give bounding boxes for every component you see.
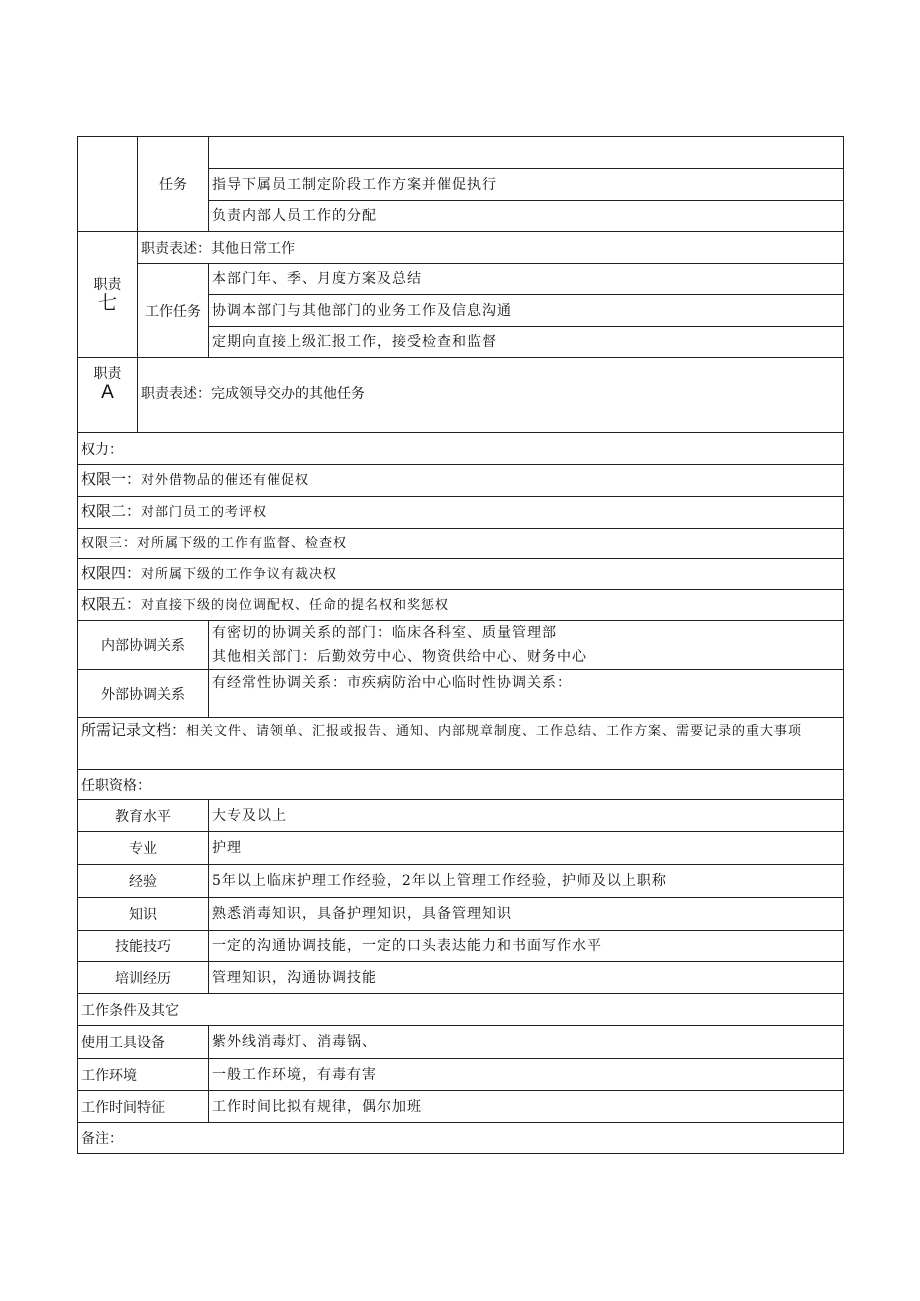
authority-label: 权限四： (81, 564, 142, 582)
authority-text: 对直接下级的岗位调配权、任命的提名权和奖惩权 (141, 597, 450, 613)
remarks: 备注： (78, 1123, 844, 1154)
qualification-value: 5年以上临床护理工作经验，2年以上管理工作经验，护师及以上职称 (209, 865, 844, 898)
duty7-task-label: 工作任务 (138, 264, 209, 358)
authority-text: 对外借物品的催还有催促权 (141, 473, 310, 488)
records-cell (78, 718, 844, 770)
qualification-value: 一定的沟通协调技能，一定的口头表达能力和书面写作水平 (209, 931, 844, 962)
qualification-label: 技能技巧 (78, 931, 209, 962)
internal-coordination-value (209, 621, 844, 670)
condition-value: 紫外线消毒灯、消毒锅、 (209, 1026, 844, 1059)
qualification-value: 大专及以上 (209, 800, 844, 832)
authority-item-5 (78, 590, 844, 621)
duty8-description: 职责表述：完成领导交办的其他任务 (138, 358, 844, 433)
condition-value: 一般工作环境，有毒有害 (209, 1059, 844, 1091)
duty7-task-3: 定期向直接上级汇报工作，接受检查和监督 (209, 327, 844, 358)
duty8-label-b: A (101, 382, 114, 403)
conditions-title: 工作条件及其它 (78, 994, 844, 1026)
duty7-label (78, 232, 138, 358)
duty6-task-3: 负责内部人员工作的分配 (209, 201, 844, 232)
duty7-label-b: 七 (97, 292, 117, 314)
authority-text: 对所属下级的工作争议有裁决权 (141, 566, 338, 582)
qualification-label: 知识 (78, 898, 209, 931)
condition-label: 工作时间特征 (78, 1091, 209, 1123)
authority-label: 权限三： (81, 536, 138, 551)
qualifications-title: 任职资格： (78, 770, 844, 800)
internal-coordination-line-1: 有密切的协调关系的部门：临床各科室、质量管理部 (212, 625, 557, 641)
condition-label: 使用工具设备 (78, 1026, 209, 1059)
qualification-value: 护理 (209, 832, 844, 865)
qualification-label: 专业 (78, 832, 209, 865)
condition-label: 工作环境 (78, 1059, 209, 1091)
duty6-label-cell (78, 137, 138, 232)
authority-text: 对所属下级的工作有监督、检查权 (137, 536, 348, 551)
external-coordination-value: 有经常性协调关系：市疾病防治中心临时性协调关系： (209, 670, 844, 718)
authority-item-4 (78, 559, 844, 590)
records-label: 所需记录文档： (81, 722, 187, 739)
duty6-task-label: 任务 (138, 137, 209, 232)
duty6-task-1 (209, 137, 844, 169)
qualification-value: 管理知识，沟通协调技能 (209, 962, 844, 994)
authority-label: 权限二： (81, 503, 142, 520)
qualification-label: 教育水平 (78, 800, 209, 832)
authority-text: 对部门员工的考评权 (141, 505, 268, 520)
internal-coordination-line-2: 其他相关部门：后勤效劳中心、物资供给中心、财务中心 (212, 649, 587, 665)
records-text: 相关文件、请领单、汇报或报告、通知、内部规章制度、工作总结、工作方案、需要记录的重大事项 (186, 724, 803, 739)
duty7-label-a: 职责 (93, 275, 122, 292)
authority-item-3 (78, 529, 844, 559)
duty7-task-1: 本部门年、季、月度方案及总结 (209, 264, 844, 295)
job-description-table (77, 136, 844, 1154)
authority-label: 权限一： (81, 471, 142, 488)
external-coordination-label: 外部协调关系 (78, 670, 209, 718)
duty8-label-a: 职责 (93, 365, 122, 381)
authority-title: 权力： (78, 433, 844, 465)
authority-item-1 (78, 465, 844, 497)
qualification-label: 培训经历 (78, 962, 209, 994)
authority-item-2 (78, 497, 844, 529)
internal-coordination-label: 内部协调关系 (78, 621, 209, 670)
authority-label: 权限五： (81, 595, 142, 613)
condition-value: 工作时间比拟有规律，偶尔加班 (209, 1091, 844, 1123)
qualification-label: 经验 (78, 865, 209, 898)
duty7-task-2: 协调本部门与其他部门的业务工作及信息沟通 (209, 295, 844, 327)
duty6-task-2: 指导下属员工制定阶段工作方案并催促执行 (209, 169, 844, 201)
duty8-label (78, 358, 138, 433)
qualification-value: 熟悉消毒知识，具备护理知识，具备管理知识 (209, 898, 844, 931)
duty7-description: 职责表述：其他日常工作 (138, 232, 844, 264)
